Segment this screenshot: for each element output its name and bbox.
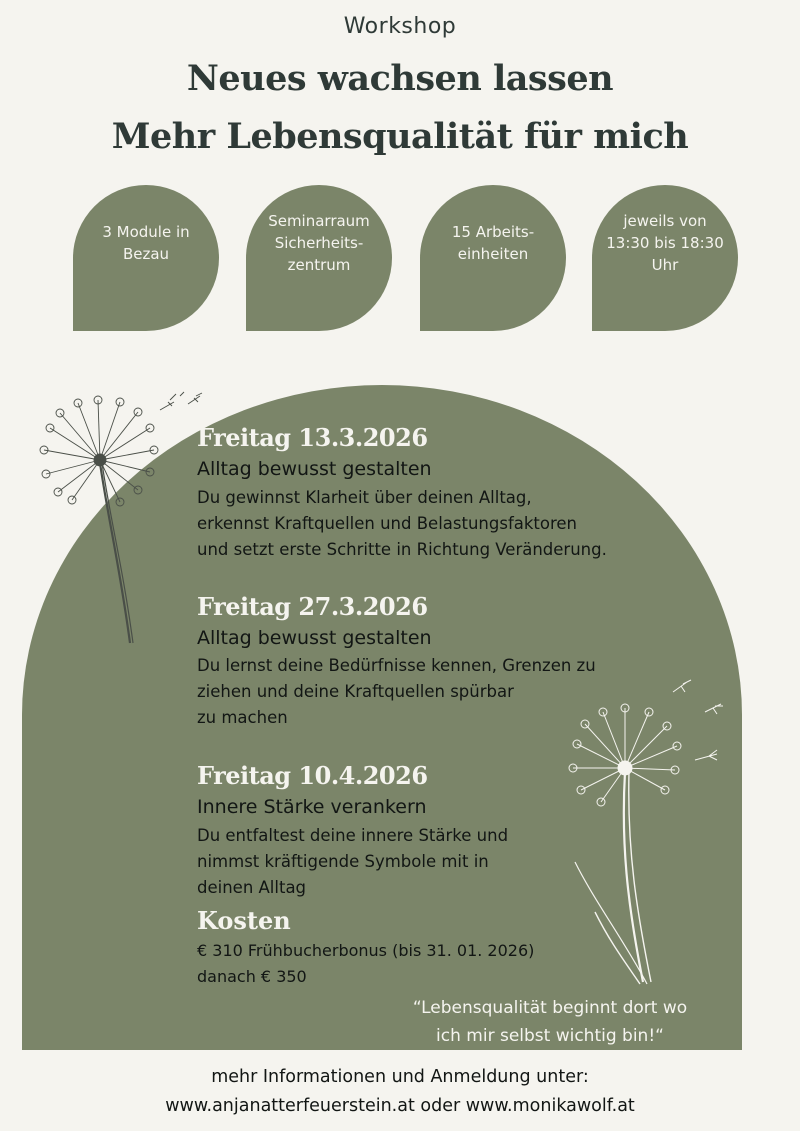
info-pill-text: jeweils von 13:30 bis 18:30 Uhr xyxy=(606,212,724,274)
footer-info-line: mehr Informationen und Anmeldung unter: xyxy=(211,1067,589,1087)
dandelion-illustration-dark xyxy=(30,388,210,648)
quote: “Lebensqualität beginnt dort wo ich mir selbst wichtig bin!“ xyxy=(412,998,688,1046)
info-pill-room xyxy=(246,185,392,331)
module-3-description: Du entfaltest deine innere Stärke und nimmst kräftigende Symbole mit in deinen Alltag xyxy=(197,826,509,897)
module-1-date: Freitag 13.3.2026 xyxy=(197,423,428,452)
module-3-topic: Innere Stärke verankern xyxy=(197,796,427,818)
info-pill-text: Seminarraum Sicherheits- zentrum xyxy=(268,212,370,274)
module-1-topic: Alltag bewusst gestalten xyxy=(197,458,432,480)
costs-text: € 310 Frühbucherbonus (bis 31. 01. 2026) danach € 350 xyxy=(197,941,535,986)
module-3-date: Freitag 10.4.2026 xyxy=(197,761,428,790)
costs-title: Kosten xyxy=(197,906,291,935)
workshop-kicker: Workshop xyxy=(343,14,457,39)
module-2-description: Du lernst deine Bedürfnisse kennen, Grenzen zu ziehen und deine Kraftquellen spürbar zu machen xyxy=(197,656,596,727)
info-pill-units xyxy=(420,185,566,331)
module-2-topic: Alltag bewusst gestalten xyxy=(197,627,432,649)
title-line-2: Mehr Lebensqualität für mich xyxy=(111,116,689,157)
info-pill-text: 15 Arbeits- einheiten xyxy=(451,223,535,263)
footer-websites[interactable]: www.anjanatterfeuerstein.at oder www.monikawolf.at xyxy=(165,1096,635,1116)
module-2-date: Freitag 27.3.2026 xyxy=(197,592,428,621)
info-pill-location xyxy=(73,185,219,331)
module-1-description: Du gewinnst Klarheit über deinen Alltag, erkennst Kraftquellen und Belastungsfaktoren und setzt erste Schritte in Richtung Veränderung. xyxy=(197,488,607,559)
info-pill-time xyxy=(592,185,738,331)
title-line-1: Neues wachsen lassen xyxy=(186,58,614,99)
info-pill-text: 3 Module in Bezau xyxy=(102,223,190,263)
